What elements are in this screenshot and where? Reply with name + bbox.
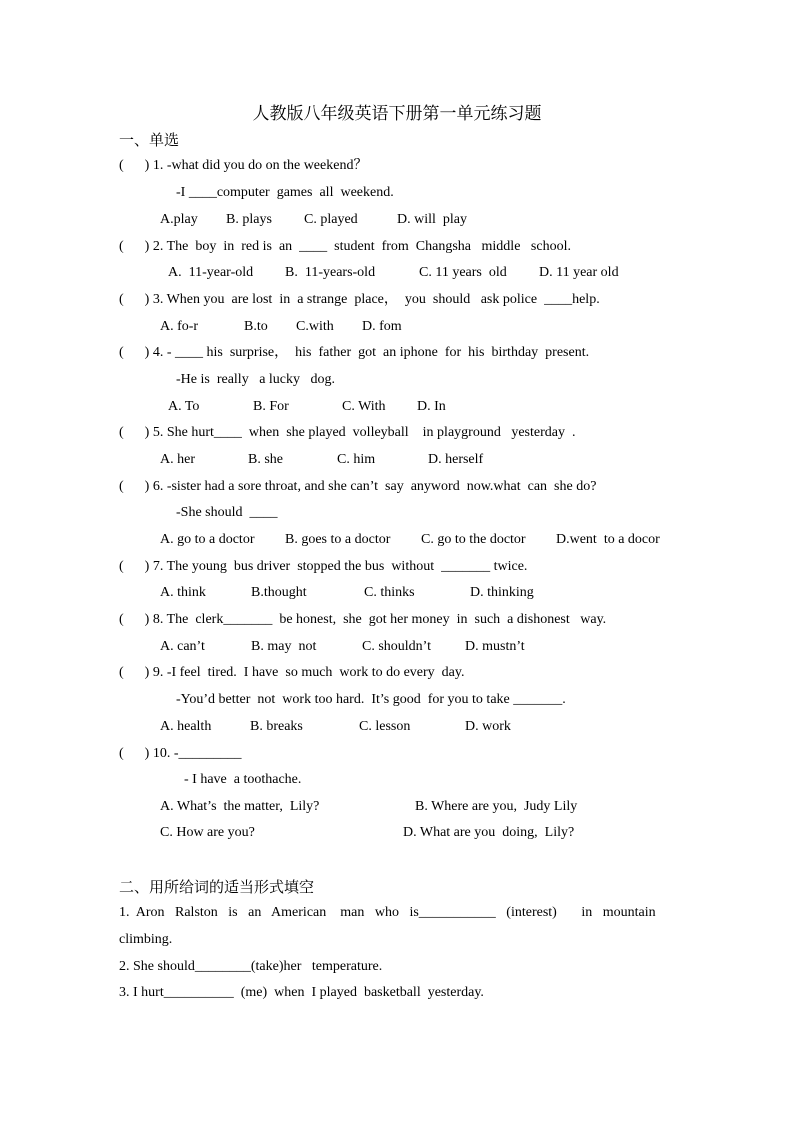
question-7: ( ) 7. The young bus driver stopped the bus without _______ twice. (119, 559, 528, 574)
question-5-option-c: C. him (337, 452, 376, 467)
question-9-option-d: D. work (465, 719, 511, 734)
question-10-option-c: C. How are you? (160, 825, 255, 840)
section-heading-multiple-choice: 一、单选 (119, 131, 180, 149)
question-2: ( ) 2. The boy in red is an ____ student from Changsha middle school. (119, 239, 571, 254)
question-3-option-b: B.to (244, 319, 268, 334)
question-2-option-a: A. 11-year-old (168, 265, 254, 280)
question-4-option-c: C. With (342, 399, 386, 414)
question-7-option-a: A. think (160, 585, 206, 600)
question-10-option-a: A. What’s the matter, Lily? (160, 799, 320, 814)
fill-question-2: 2. She should________(take)her temperature. (119, 959, 383, 974)
question-9-line-2: -You’d better not work too hard. It’s good for you to take _______. (176, 692, 566, 707)
question-3-option-a: A. fo-r (160, 319, 199, 334)
question-7-option-c: C. thinks (364, 585, 415, 600)
question-1-line-2: -I ____computer games all weekend. (176, 185, 394, 200)
question-6-option-d: D.went to a docor (556, 532, 660, 547)
fill-question-3: 3. I hurt__________ (me) when I played basketball yesterday. (119, 985, 484, 1000)
question-2-option-c: C. 11 years old (419, 265, 507, 280)
question-5-option-d: D. herself (428, 452, 484, 467)
question-6: ( ) 6. -sister had a sore throat, and she can’t say anyword now.what can she do? (119, 479, 597, 494)
question-2-option-b: B. 11-years-old (285, 265, 376, 280)
page-title: 人教版八年级英语下册第一单元练习题 (252, 104, 542, 124)
question-3-option-c: C.with (296, 319, 334, 334)
question-4-option-a: A. To (168, 399, 200, 414)
question-5: ( ) 5. She hurt____ when she played volleyball in playground yesterday . (119, 425, 576, 440)
question-4-option-b: B. For (253, 399, 289, 414)
question-5-option-b: B. she (248, 452, 283, 467)
question-2-option-d: D. 11 year old (539, 265, 619, 280)
question-5-option-a: A. her (160, 452, 195, 467)
question-1-option-d: D. will play (397, 212, 467, 227)
question-1-option-c: C. played (304, 212, 358, 227)
question-10: ( ) 10. -_________ (119, 746, 242, 761)
fill-question-1-continued: climbing. (119, 932, 173, 947)
question-6-option-b: B. goes to a doctor (285, 532, 391, 547)
question-6-option-a: A. go to a doctor (160, 532, 255, 547)
question-8-option-d: D. mustn’t (465, 639, 525, 654)
question-8: ( ) 8. The clerk_______ be honest, she got her money in such a dishonest way. (119, 612, 607, 627)
question-3-option-d: D. fom (362, 319, 402, 334)
question-6-option-c: C. go to the doctor (421, 532, 526, 547)
question-6-line-2: -She should ____ (176, 505, 278, 520)
question-8-option-c: C. shouldn’t (362, 639, 431, 654)
question-4: ( ) 4. - ____ his surprise， his father got an iphone for his birthday present. (119, 345, 590, 360)
question-9-option-a: A. health (160, 719, 212, 734)
section-heading-fill-in: 二、用所给词的适当形式填空 (119, 878, 315, 896)
question-7-option-d: D. thinking (470, 585, 534, 600)
question-1-option-b: B. plays (226, 212, 272, 227)
question-4-line-2: -He is really a lucky dog. (176, 372, 336, 387)
question-9-option-b: B. breaks (250, 719, 303, 734)
question-10-line-2: - I have a toothache. (184, 772, 302, 787)
question-3: ( ) 3. When you are lost in a strange place， you should ask police ____help. (119, 292, 600, 307)
question-1-option-a: A.play (160, 212, 198, 227)
question-10-option-d: D. What are you doing, Lily? (403, 825, 575, 840)
question-9: ( ) 9. -I feel tired. I have so much work to do every day. (119, 665, 465, 680)
question-4-option-d: D. In (417, 399, 446, 414)
question-7-option-b: B.thought (251, 585, 307, 600)
question-1: ( ) 1. -what did you do on the weekend？ (119, 158, 368, 173)
question-8-option-b: B. may not (251, 639, 317, 654)
fill-question-1: 1. Aron Ralston is an American man who is___________ (interest) in mountain (119, 905, 656, 920)
question-9-option-c: C. lesson (359, 719, 411, 734)
question-10-option-b: B. Where are you, Judy Lily (415, 799, 578, 814)
question-8-option-a: A. can’t (160, 639, 205, 654)
